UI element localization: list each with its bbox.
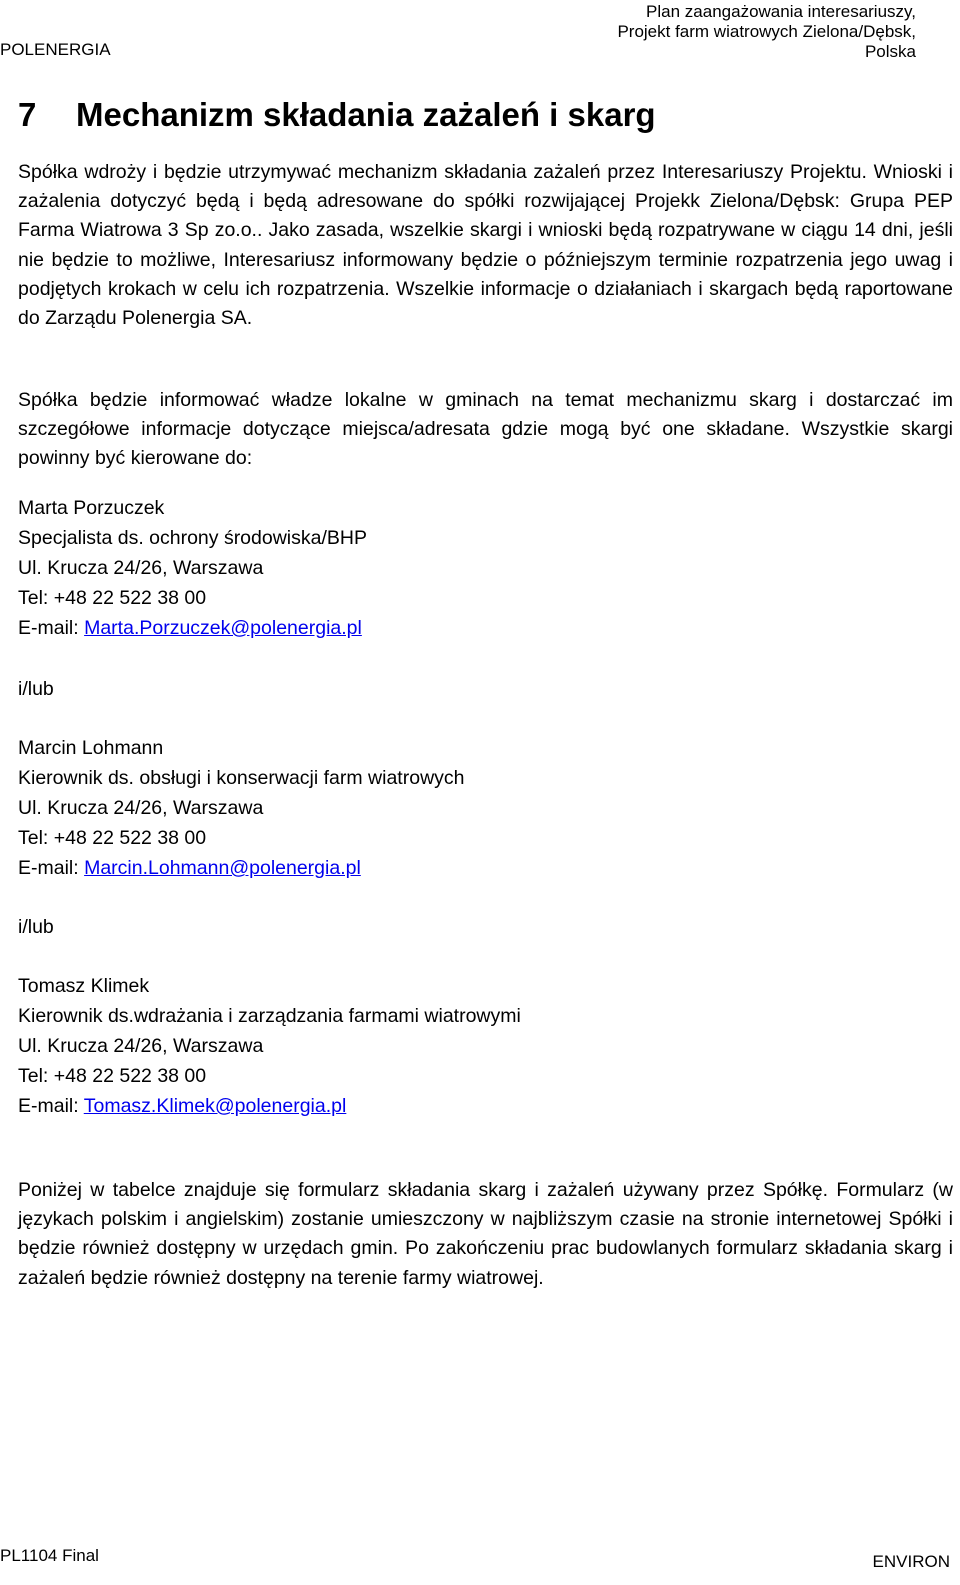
- contact-role: Kierownik ds.wdrażania i zarządzania farmami wiatrowymi: [18, 1005, 521, 1027]
- contact-block: [18, 493, 367, 643]
- contact-email-label: E-mail:: [18, 617, 85, 639]
- separator-or: i/lub: [18, 916, 54, 938]
- contact-role: Specjalista ds. ochrony środowiska/BHP: [18, 527, 367, 549]
- contact-email-link[interactable]: Marcin.Lohmann@polenergia.pl: [84, 857, 361, 879]
- contact-email-row: [18, 613, 367, 643]
- contact-email-label: E-mail:: [18, 857, 85, 879]
- section-title: Mechanizm składania zażaleń i skarg: [76, 96, 656, 133]
- section-heading: [18, 93, 656, 137]
- contact-phone: Tel: +48 22 522 38 00: [18, 587, 207, 609]
- paragraph-complaints-mechanism: Spółka wdroży i będzie utrzymywać mechanizm składania zażaleń przez Interesariuszy Projektu. Wnioski i zażalenia dotyczyć będą i będą adresowane do spółki rozwijającej Projekk Zielona/Dębsk: Grupa PEP Farma Wiatrowa 3 Sp zo.o.. Jako zasada, wszelkie skargi i wnioski będą rozpatrywane w ciągu 14 dni, jeśli nie będzie to możliwe, Interesariusz informowany będzie o późniejszym terminie rozpatrzenia jego uwag i podjętych krokach w celu ich rozpatrzenia. Wszelkie informacje o działaniach i skargach będą raportowane do Zarządu Polenergia SA.: [18, 161, 953, 330]
- footer-consultant: ENVIRON: [872, 1552, 950, 1571]
- header-title-line: Polska: [864, 42, 916, 61]
- contact-name: Tomasz Klimek: [18, 975, 150, 997]
- header-document-title: [617, 2, 916, 62]
- contact-phone: Tel: +48 22 522 38 00: [18, 827, 207, 849]
- contact-phone: Tel: +48 22 522 38 00: [18, 1065, 207, 1087]
- header-title-line: Projekt farm wiatrowych Zielona/Dębsk,: [617, 22, 916, 41]
- contact-block: [18, 971, 521, 1121]
- contact-address: Ul. Krucza 24/26, Warszawa: [18, 1035, 264, 1057]
- section-number: 7: [18, 96, 37, 133]
- contact-email-link[interactable]: Marta.Porzuczek@polenergia.pl: [84, 617, 362, 639]
- contact-address: Ul. Krucza 24/26, Warszawa: [18, 557, 264, 579]
- header-company: POLENERGIA: [0, 40, 111, 59]
- contact-name: Marta Porzuczek: [18, 497, 165, 519]
- contact-block: [18, 733, 465, 883]
- contact-email-row: [18, 853, 465, 883]
- contact-email-link[interactable]: Tomasz.Klimek@polenergia.pl: [83, 1095, 347, 1117]
- footer-document-code: PL1104 Final: [0, 1546, 99, 1565]
- contact-email-label: E-mail:: [18, 1095, 84, 1117]
- contact-name: Marcin Lohmann: [18, 737, 164, 759]
- paragraph-local-authorities: Spółka będzie informować władze lokalne w gminach na temat mechanizmu skarg i dostarczać im szczegółowe informacje dotyczące miejsca/adresata gdzie mogą być one składane. Wszystkie skargi powinny być kierowane do:: [18, 389, 953, 470]
- separator-or: i/lub: [18, 678, 54, 700]
- contact-role: Kierownik ds. obsługi i konserwacji farm wiatrowych: [18, 767, 465, 789]
- header-title-line: Plan zaangażowania interesariuszy,: [646, 2, 916, 21]
- contact-email-row: [18, 1091, 521, 1121]
- contact-address: Ul. Krucza 24/26, Warszawa: [18, 797, 264, 819]
- paragraph-complaint-form: Poniżej w tabelce znajduje się formularz składania skarg i zażaleń używany przez Spółkę. Formularz (w językach polskim i angielskim) zostanie umieszczony w najbliższym czasie na stronie internetowej Spółki i będzie również dostępny w urzędach gmin. Po zakończeniu prac budowlanych formularz składania skarg i zażaleń będzie również dostępny na terenie farmy wiatrowej.: [18, 1179, 953, 1289]
